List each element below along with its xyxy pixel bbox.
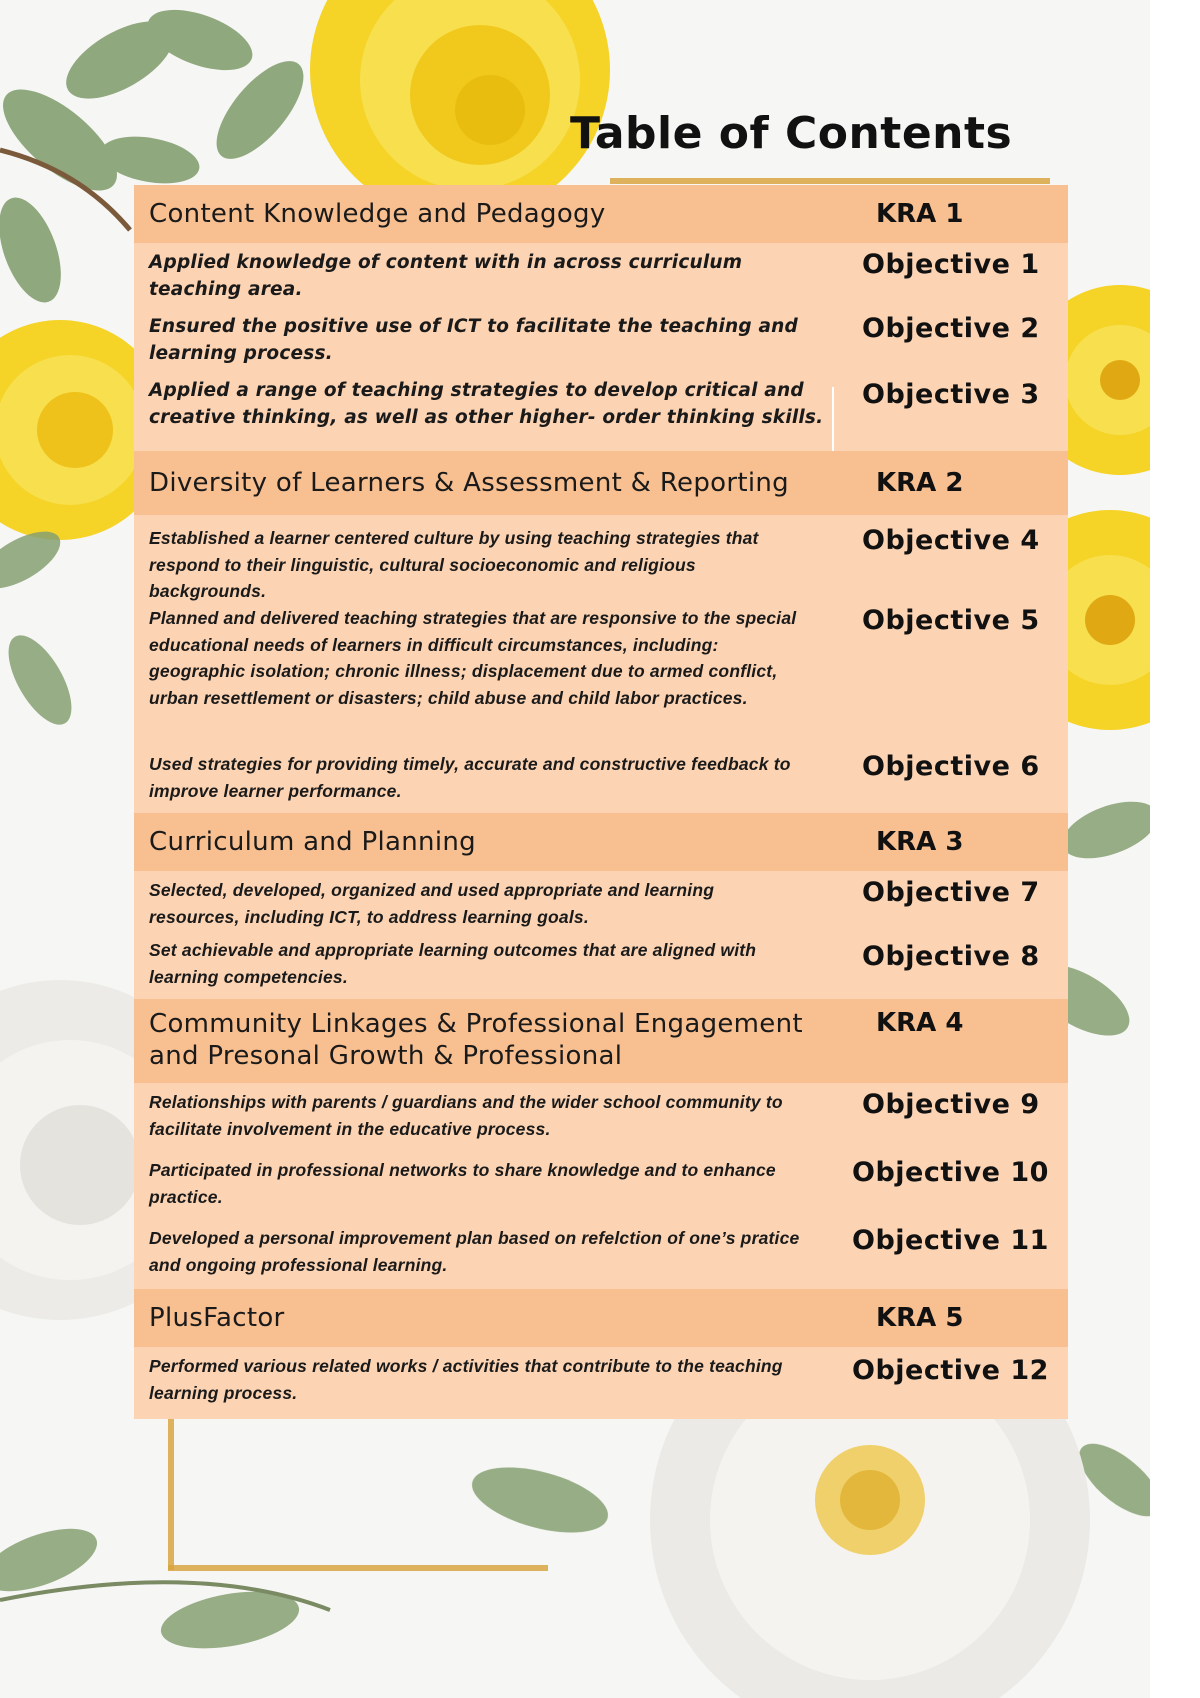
- objective-label: Objective 1: [862, 249, 1040, 280]
- objective-description: Planned and delivered teaching strategies that are responsive to the special educational needs of learners in difficult circumstances, including: geographic isolation; chronic illness; displacement due to armed conflict, urban resettlement or disasters; child abuse and child labor practices.: [149, 608, 797, 708]
- kra-row[interactable]: [134, 185, 1068, 243]
- objective-row[interactable]: [134, 751, 1068, 811]
- kra-title: Content Knowledge and Pedagogy: [149, 199, 606, 229]
- objective-row[interactable]: [134, 525, 1068, 605]
- kra-title: PlusFactor: [149, 1303, 285, 1333]
- objective-label: Objective 10: [852, 1157, 1049, 1188]
- objective-row[interactable]: [134, 249, 1068, 313]
- kra-label: KRA 3: [876, 827, 964, 857]
- objectives-list: [134, 871, 1068, 999]
- objective-description: Performed various related works / activities that contribute to the teaching learning process.: [149, 1356, 783, 1403]
- objective-label: Objective 7: [862, 877, 1040, 908]
- gold-frame-top: [610, 178, 1050, 184]
- objective-description: Applied knowledge of content with in across curriculum teaching area.: [149, 252, 743, 300]
- kra-label: KRA 5: [876, 1303, 964, 1333]
- objective-row[interactable]: [134, 1157, 1068, 1225]
- objective-row[interactable]: [134, 1225, 1068, 1287]
- page-margin-strip: [1150, 0, 1200, 1698]
- objective-description: Relationships with parents / guardians and the wider school community to facilitate involvement in the educative process.: [149, 1092, 783, 1139]
- kra-row[interactable]: [134, 1289, 1068, 1347]
- gold-frame-left: [168, 1410, 174, 1570]
- kra-label: KRA 4: [876, 1008, 964, 1038]
- objective-row[interactable]: [134, 377, 1068, 445]
- objectives-list: [134, 515, 1068, 813]
- objective-description: Set achievable and appropriate learning outcomes that are aligned with learning competencies.: [149, 940, 757, 987]
- objective-label: Objective 3: [862, 379, 1040, 410]
- objective-description: Participated in professional networks to share knowledge and to enhance practice.: [149, 1160, 776, 1207]
- kra-row[interactable]: [134, 999, 1068, 1083]
- objective-label: Objective 5: [862, 605, 1040, 636]
- objective-row[interactable]: [134, 877, 1068, 937]
- page-title: Table of Contents: [570, 108, 1013, 159]
- kra-row[interactable]: [134, 813, 1068, 871]
- objective-label: Objective 9: [862, 1089, 1040, 1120]
- gold-frame-bottom: [168, 1565, 548, 1571]
- kra-title: Diversity of Learners & Assessment & Reporting: [149, 468, 789, 498]
- objective-description: Selected, developed, organized and used appropriate and learning resources, including ICT, to address learning goals.: [149, 880, 715, 927]
- objective-row[interactable]: [134, 1089, 1068, 1157]
- objective-description: Developed a personal improvement plan based on refelction of one’s pratice and ongoing professional learning.: [149, 1228, 800, 1275]
- objective-label: Objective 4: [862, 525, 1040, 556]
- objective-description: Applied a range of teaching strategies to develop critical and creative thinking, as well as other higher- order thinking skills.: [149, 380, 824, 428]
- objective-row[interactable]: [134, 1353, 1068, 1413]
- objective-label: Objective 11: [852, 1225, 1049, 1256]
- objective-label: Objective 6: [862, 751, 1040, 782]
- objectives-list: [134, 243, 1068, 451]
- kra-label: KRA 1: [876, 199, 964, 229]
- objective-label: Objective 2: [862, 313, 1040, 344]
- objectives-list: [134, 1083, 1068, 1289]
- objectives-list: [134, 1347, 1068, 1419]
- objective-label: Objective 12: [852, 1355, 1049, 1386]
- kra-title: Community Linkages & Professional Engagement and Presonal Growth & Professional: [149, 1009, 803, 1071]
- objective-row[interactable]: [134, 605, 1068, 751]
- objective-row[interactable]: [134, 937, 1068, 997]
- objective-row[interactable]: [134, 313, 1068, 377]
- objective-label: Objective 8: [862, 941, 1040, 972]
- objective-description: Ensured the positive use of ICT to facilitate the teaching and learning process.: [149, 316, 798, 364]
- table-of-contents: [134, 185, 1068, 1419]
- objective-description: Used strategies for providing timely, accurate and constructive feedback to improve learner performance.: [149, 754, 791, 801]
- kra-row[interactable]: [134, 451, 1068, 515]
- kra-title: Curriculum and Planning: [149, 827, 476, 857]
- kra-label: KRA 2: [876, 468, 964, 498]
- objective-description: Established a learner centered culture by using teaching strategies that respond to their linguistic, cultural socioeconomic and religious backgrounds.: [149, 528, 759, 601]
